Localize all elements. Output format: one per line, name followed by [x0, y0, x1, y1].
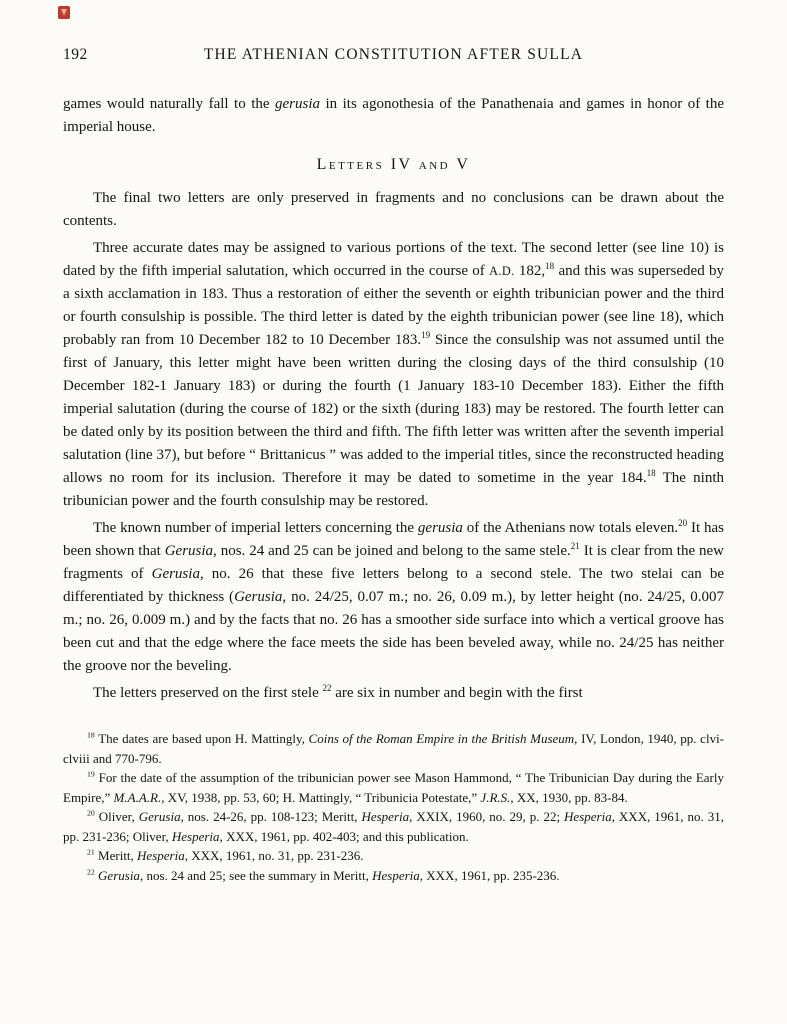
running-title: THE ATHENIAN CONSTITUTION AFTER SULLA	[203, 46, 584, 63]
footnote-22: $^{22}$ Gerusia, nos. 24 and 25; see the summary in Meritt, Hesperia, XXX, 1961, pp. 235-236.	[87, 867, 560, 883]
section-heading: Letters IV and V	[316, 156, 471, 173]
main-text	[63, 93, 724, 705]
footnote-20: $^{20}$ Oliver, Gerusia, nos. 24-26, pp. 108-123; Meritt, Hesperia, XXIX, 1960, no. 29, p. 22; Hesperia, XXX, 1961, no. 31, pp. 231-236; Oliver, Hesperia, XXX, 1961, pp. 402-403; and this publication.	[63, 808, 724, 844]
paragraph-dates: Three accurate dates may be assigned to various portions of the text. The second letter (see line 10) is dated by the fifth imperial salutation, which occurred in the course of A.D. 182,18 and this was superseded by a sixth acclamation in 183. Thus a restoration of either the seventh or eighth tribunician power and the third or fourth consulship is possible. The third letter is dated by the eighth tribunician power (see line 18), which probably ran from 10 December 182 to 10 December 183.19 Since the consulship was not assumed until the first of January, this letter might have been written during the closing days of the third consulship (10 December 182-1 January 183) or during the fourth (1 January 183-10 December 183). Either the fifth imperial salutation (during the course of 182) or the sixth (during 183) may be restored. The fourth letter can be dated only by its position between the third and fifth. The fifth letter was written after the seventh imperial salutation (line 37), but before “ Brittanicus ” was added to the imperial titles, since the reconstructed heading allows no room for its inclusion. Therefore it may be dated to sometime in the year 184.18 The ninth tribunician power and the fourth consulship may be restored.	[63, 240, 724, 509]
footnote-19: $^{19}$ For the date of the assumption of the tribunician power see Mason Hammond, “ The Tribunician Day during the Early Empire,” M.A.A.R., XV, 1938, pp. 53, 60; H. Mattingly, “ Tribunicia Potestate,” J.R.S., XX, 1930, pp. 83-84.	[63, 769, 724, 805]
paragraph-first-stele: The letters preserved on the first stele $^{22}$ are six in number and begin with the first	[93, 683, 583, 701]
footnote-18: $^{18}$ The dates are based upon H. Mattingly, Coins of the Roman Empire in the British Museum, IV, London, 1940, pp. clvi-clviii and 770-796.	[63, 730, 725, 766]
running-head	[63, 46, 724, 66]
paragraph-opening: games would naturally fall to the gerusia in its agonothesia of the Panathenaia and games in honor of the imperial house.	[63, 96, 724, 135]
paragraph-fragments: The final two letters are only preserved in fragments and no conclusions can be drawn about the contents.	[63, 190, 724, 229]
footnote-21: $^{21}$ Meritt, Hesperia, XXX, 1961, no. 31, pp. 231-236.	[87, 847, 364, 863]
page-number: 192	[63, 46, 88, 63]
paragraph-letter-count: The known number of imperial letters concerning the gerusia of the Athenians now totals eleven.$^{20}$ It has been shown that Gerusia, nos. 24 and 25 can be joined and belong to the same stele.$^{21}$ It is clear from the new fragments of Gerusia, no. 26 that these five letters belong to a second stele. The two stelai can be differentiated by thickness (Gerusia, no. 24/25, 0.07 m.; no. 26, 0.09 m.), by letter height (no. 24/25, 0.007 m.; no. 26, 0.009 m.) and by the facts that no. 26 has a smoother side surface into which a vertical groove has been cut and that the edge where the face meets the side has been beveled away, while no. 24/25 has neither the groove nor the beveling.	[63, 518, 724, 674]
footnotes-section	[63, 729, 724, 885]
corner-stamp-icon	[58, 6, 70, 19]
